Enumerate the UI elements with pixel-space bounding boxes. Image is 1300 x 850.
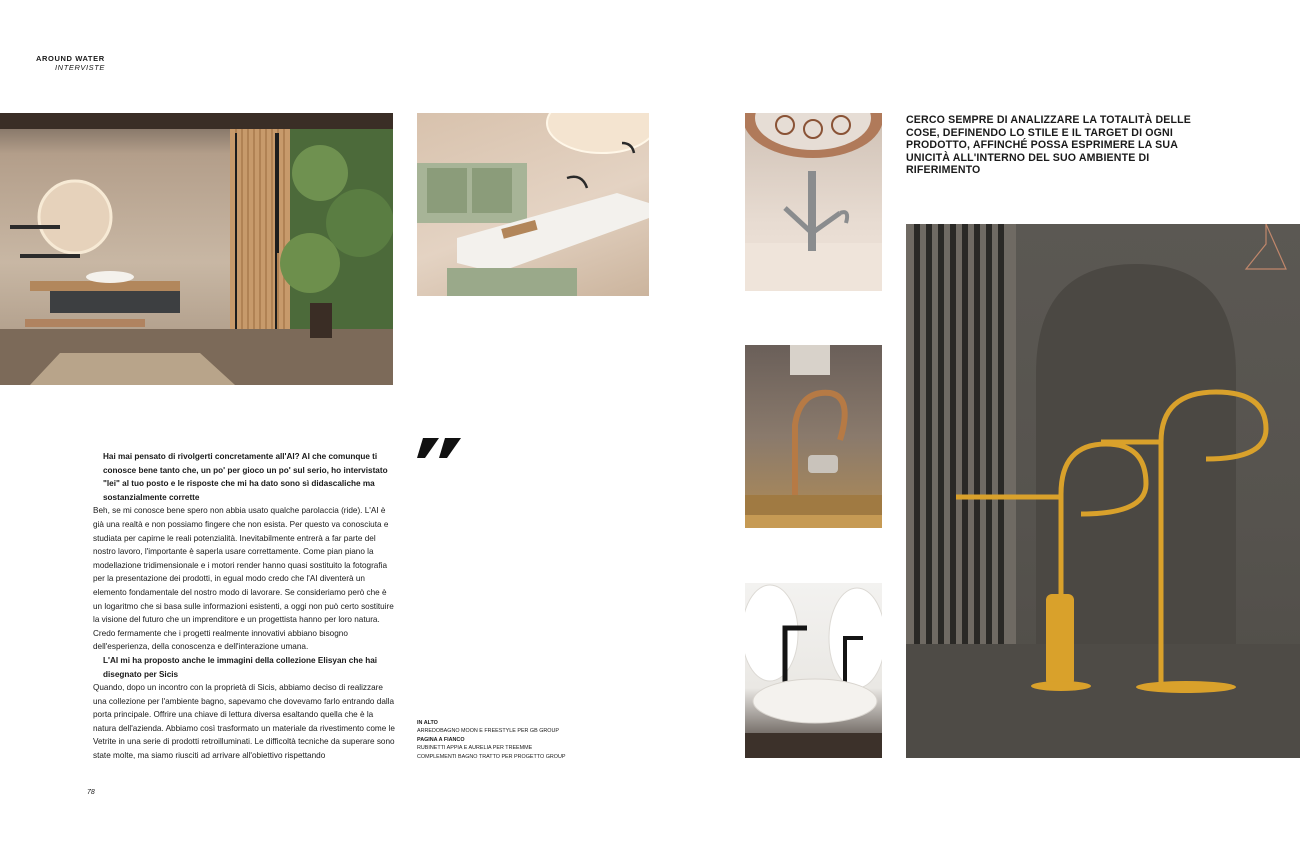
article-body: [93, 450, 395, 763]
section-subtitle: INTERVISTE: [55, 63, 106, 72]
interview-question-2: L'AI mi ha proposto anche le immagini della collezione Elisyan che hai disegnato per Sicis: [103, 655, 378, 679]
caption-text-side-1: RUBINETTI APPIA E AURELIA PER TREEMME: [417, 745, 533, 752]
quote-mark-icon: [417, 438, 463, 460]
pull-quote: CERCO SEMPRE DI ANALIZZARE LA TOTALITÀ DELLE COSE, DEFINENDO LO STILE E IL TARGET DI OGNI PRODOTTO, AFFINCHÉ POSSA ESPRIMERE LA SUA UNICITÀ ALL'INTERNO DEL SUO AMBIENTE DI RIFERIMENTO: [906, 114, 1191, 177]
bathroom-photo: [0, 113, 393, 385]
bath-accessories-photo: [906, 224, 1300, 758]
section-header: [36, 54, 105, 72]
caption-label-side: PAGINA A FIANCO: [417, 736, 465, 743]
interview-answer-1: Beh, se mi conosce bene spero non abbia usato qualche parolaccia (ride). L'AI è già una realtà e non possiamo fingere che non esista. Per questo va conosciuta e studiata per capirne le reali potenzialità. Inevitabilmente entrerà a far parte del nostro lavoro, l'importante è saperla usare correttamente. Come pian piano la modellazione tridimensionale e i motori render hanno quasi sostituito la fotografia per la presentazione dei prodotti, in egual modo credo che l'AI diventerà un elemento fondamentale del nostro modo di lavorare. Se consideriamo però che è un logaritmo che si basa sulle informazioni esistenti, a oggi non può certo sostituire la visione del futuro che un imprenditore e un progettista hanno per loro natura. Credo fermamente che i progetti realmente innovativi abbiano bisogno dell'esperienza, della conoscenza e dell'interazione umana.: [93, 506, 394, 652]
caption-text-side-2: COMPLEMENTI BAGNO TRATTO PER PROGETTO GROUP: [417, 753, 566, 760]
page-number: 78: [87, 789, 95, 796]
caption-text-top: ARREDOBAGNO MOON E FREESTYLE PER GB GROUP: [417, 728, 559, 735]
interview-question-1: Hai mai pensato di rivolgerti concretamente all'AI? AI che comunque ti conosce bene tanto che, un po' per gioco un po' sul serio, ho intervistato "lei" al tuo posto e le risposte che mi ha dato sono sì didascaliche ma sostanzialmente corrette: [103, 452, 388, 502]
faucet-photo-3: [745, 583, 882, 758]
interview-answer-2: Quando, dopo un incontro con la proprietà di Sicis, abbiamo deciso di realizzare una collezione per l'ambiente bagno, sapevamo che dovevamo farlo entrando dalla porta principale. Offrire una chiave di lettura diversa esaltando quella che è la natura dell'azienda. Abbiamo così trasformato un materiale da rivestimento come le Vetrite in una serie di prodotti retroilluminati. Le difficoltà tecniche da superare sono state molte, ma siamo riusciti ad arrivare all'obiettivo rispettando: [93, 683, 395, 761]
section-title: AROUND WATER: [36, 54, 105, 63]
photo-caption: [417, 719, 637, 761]
vanity-photo: [417, 113, 649, 296]
caption-label-top: IN ALTO: [417, 720, 438, 726]
faucet-photo-1: [745, 113, 882, 291]
faucet-photo-2: [745, 345, 882, 528]
